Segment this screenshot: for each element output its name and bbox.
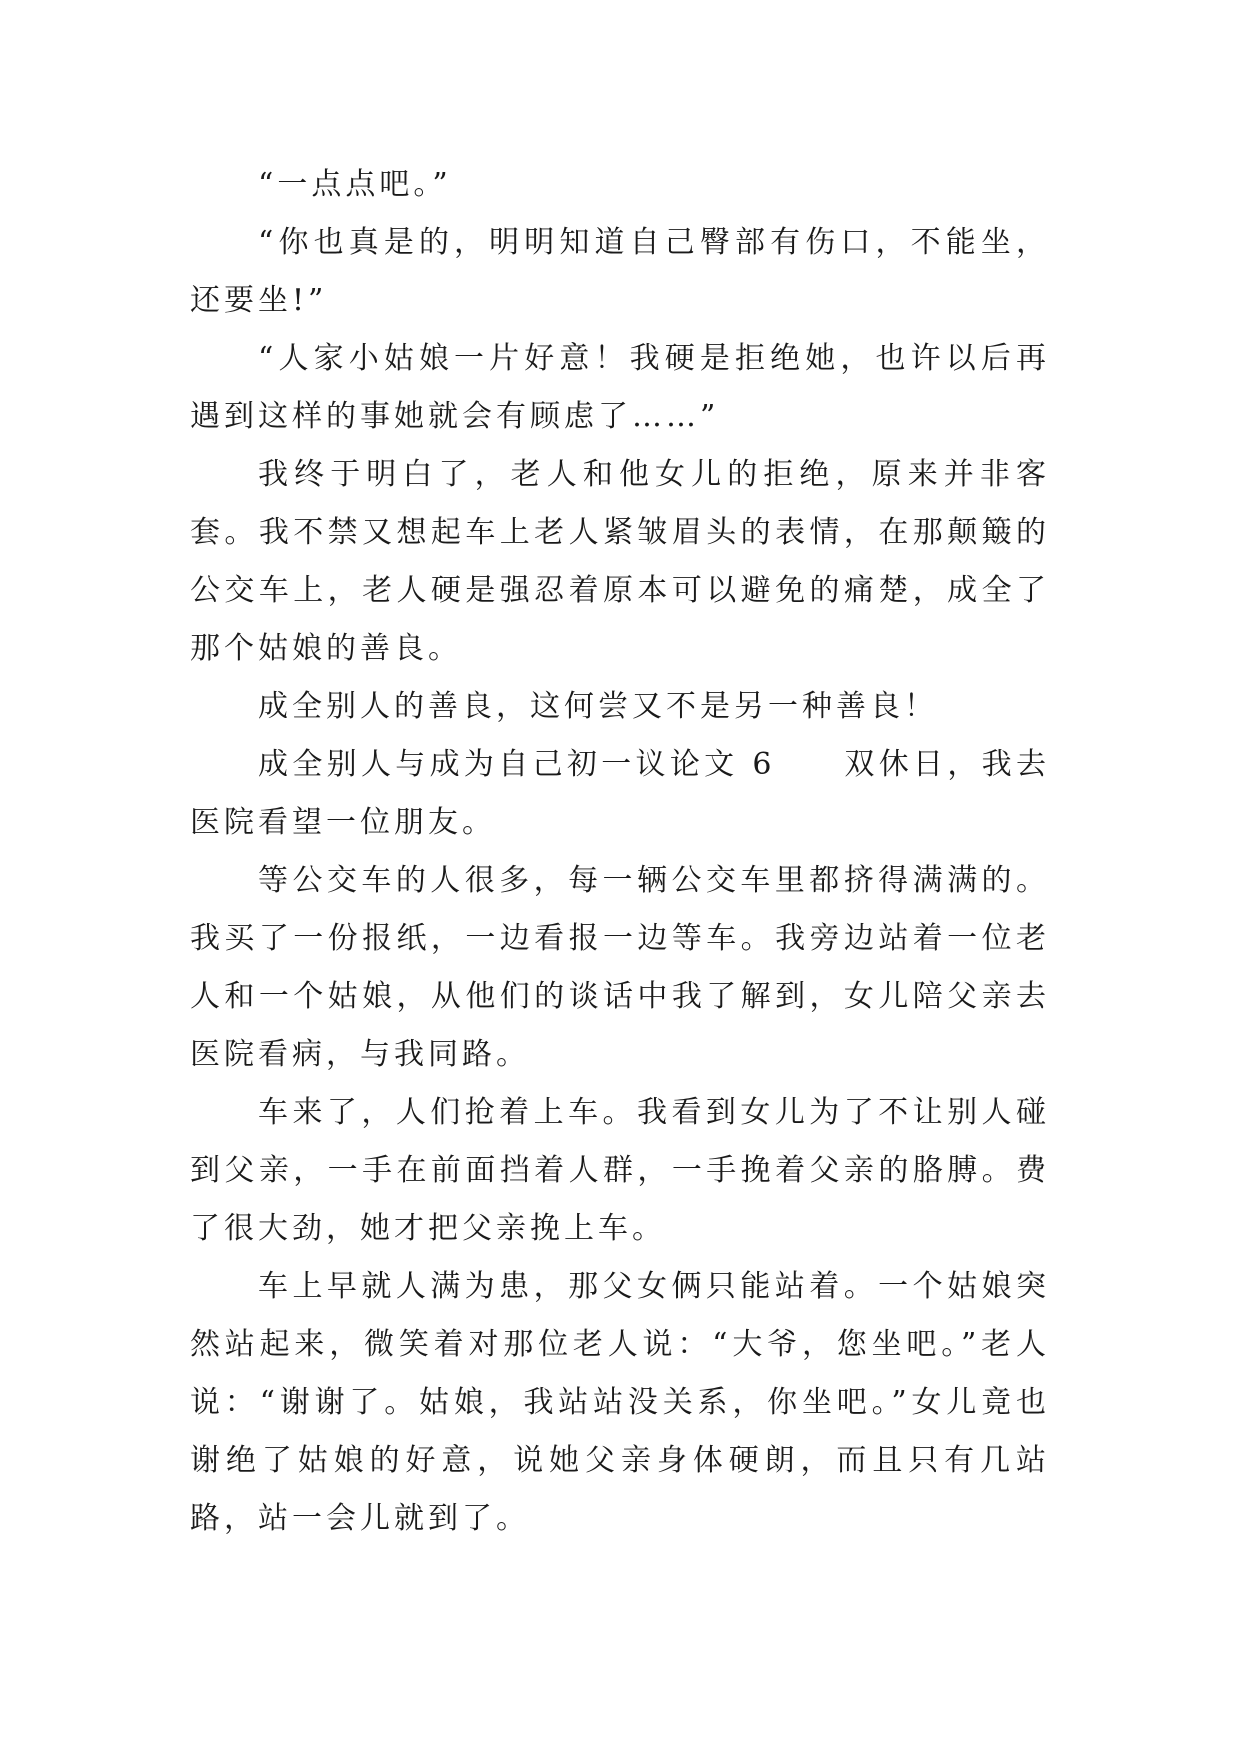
paragraph: “一点点吧。” (258, 167, 452, 202)
paragraph: 等公交车的人很多，每一辆公交车里都挤得满满的。我买了一份报纸，一边看报一边等车。我旁边站着一位老人和一个姑娘，从他们的谈话中我了解到，女儿陪父亲去医院看病，与我同路。 (190, 863, 1050, 1072)
paragraph: 车来了，人们抢着上车。我看到女儿为了不让别人碰到父亲，一手在前面挡着人群，一手挽着父亲的胳膊。费了很大劲，她才把父亲挽上车。 (190, 1095, 1050, 1246)
paragraph: 我终于明白了，老人和他女儿的拒绝，原来并非客套。我不禁又想起车上老人紧皱眉头的表情，在那颠簸的公交车上，老人硬是强忍着原本可以避免的痛楚，成全了那个姑娘的善良。 (190, 457, 1050, 666)
document-body (190, 156, 1050, 1548)
paragraph: “你也真是的，明明知道自己臀部有伤口，不能坐，还要坐!” (190, 225, 1050, 318)
paragraph: 成全别人与成为自己初一议论文 6 双休日，我去医院看望一位朋友。 (190, 747, 1050, 840)
paragraph: “人家小姑娘一片好意！我硬是拒绝她，也许以后再遇到这样的事她就会有顾虑了……” (190, 341, 1050, 434)
paragraph: 成全别人的善良，这何尝又不是另一种善良！ (258, 689, 938, 724)
paragraph: 车上早就人满为患，那父女俩只能站着。一个姑娘突然站起来，微笑着对那位老人说：“大爷，您坐吧。”老人说：“谢谢了。姑娘，我站站没关系，你坐吧。”女儿竟也谢绝了姑娘的好意，说她父亲身体硬朗，而且只有几站路，站一会儿就到了。 (190, 1269, 1050, 1536)
